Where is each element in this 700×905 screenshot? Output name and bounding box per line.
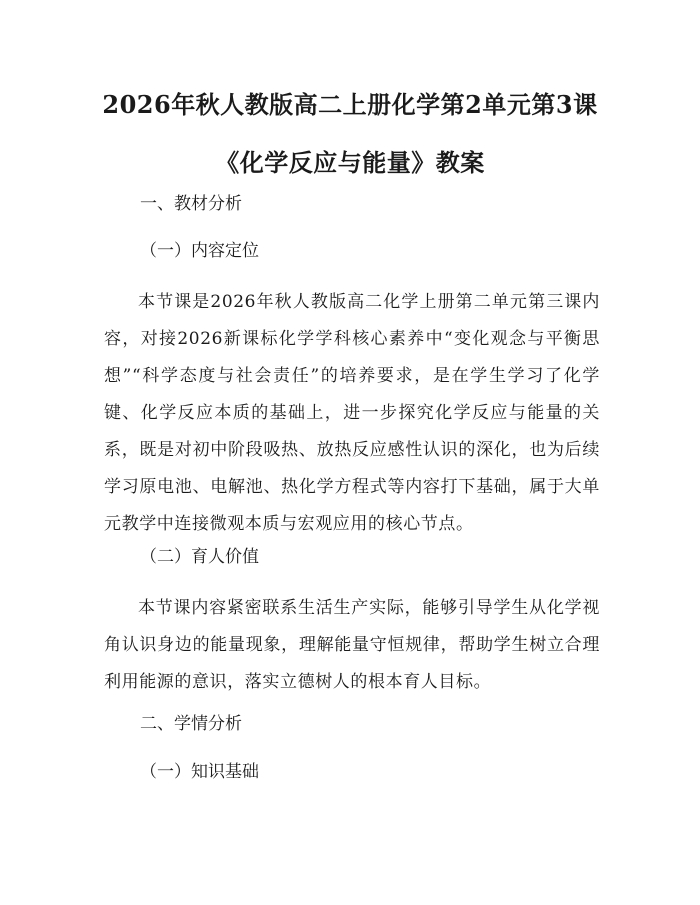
section-heading-learner-analysis: 二、学情分析: [140, 714, 242, 734]
paragraph-educational-value: 本节课内容紧密联系生活生产实际，能够引导学生从化学视角认识身边的能量现象，理解能量守恒规律，帮助学生树立合理利用能源的意识，落实立德树人的根本育人目标。: [104, 598, 600, 692]
paragraph-content-positioning: 本节课是2026年秋人教版高二化学上册第二单元第三课内容，对接2026新课标化学学科核心素养中“变化观念与平衡思想”“科学态度与社会责任”的培养要求，是在学生学习了化学键、化学反应本质的基础上，进一步探究化学反应与能量的关系，既是对初中阶段吸热、放热反应感性认识的深化，也为后续学习原电池、电解池、热化学方程式等内容打下基础，属于大单元教学中连接微观本质与宏观应用的核心节点。: [104, 292, 600, 534]
subsection-heading-educational-value: （二）育人价值: [140, 547, 259, 567]
document-title: 2026年秋人教版高二上册化学第2单元第3课《化学反应与能量》教案: [102, 90, 598, 177]
subsection-heading-content-positioning: （一）内容定位: [140, 241, 259, 261]
section-heading-textbook-analysis: 一、教材分析: [140, 194, 242, 214]
subsection-heading-knowledge-base: （一）知识基础: [140, 762, 259, 782]
